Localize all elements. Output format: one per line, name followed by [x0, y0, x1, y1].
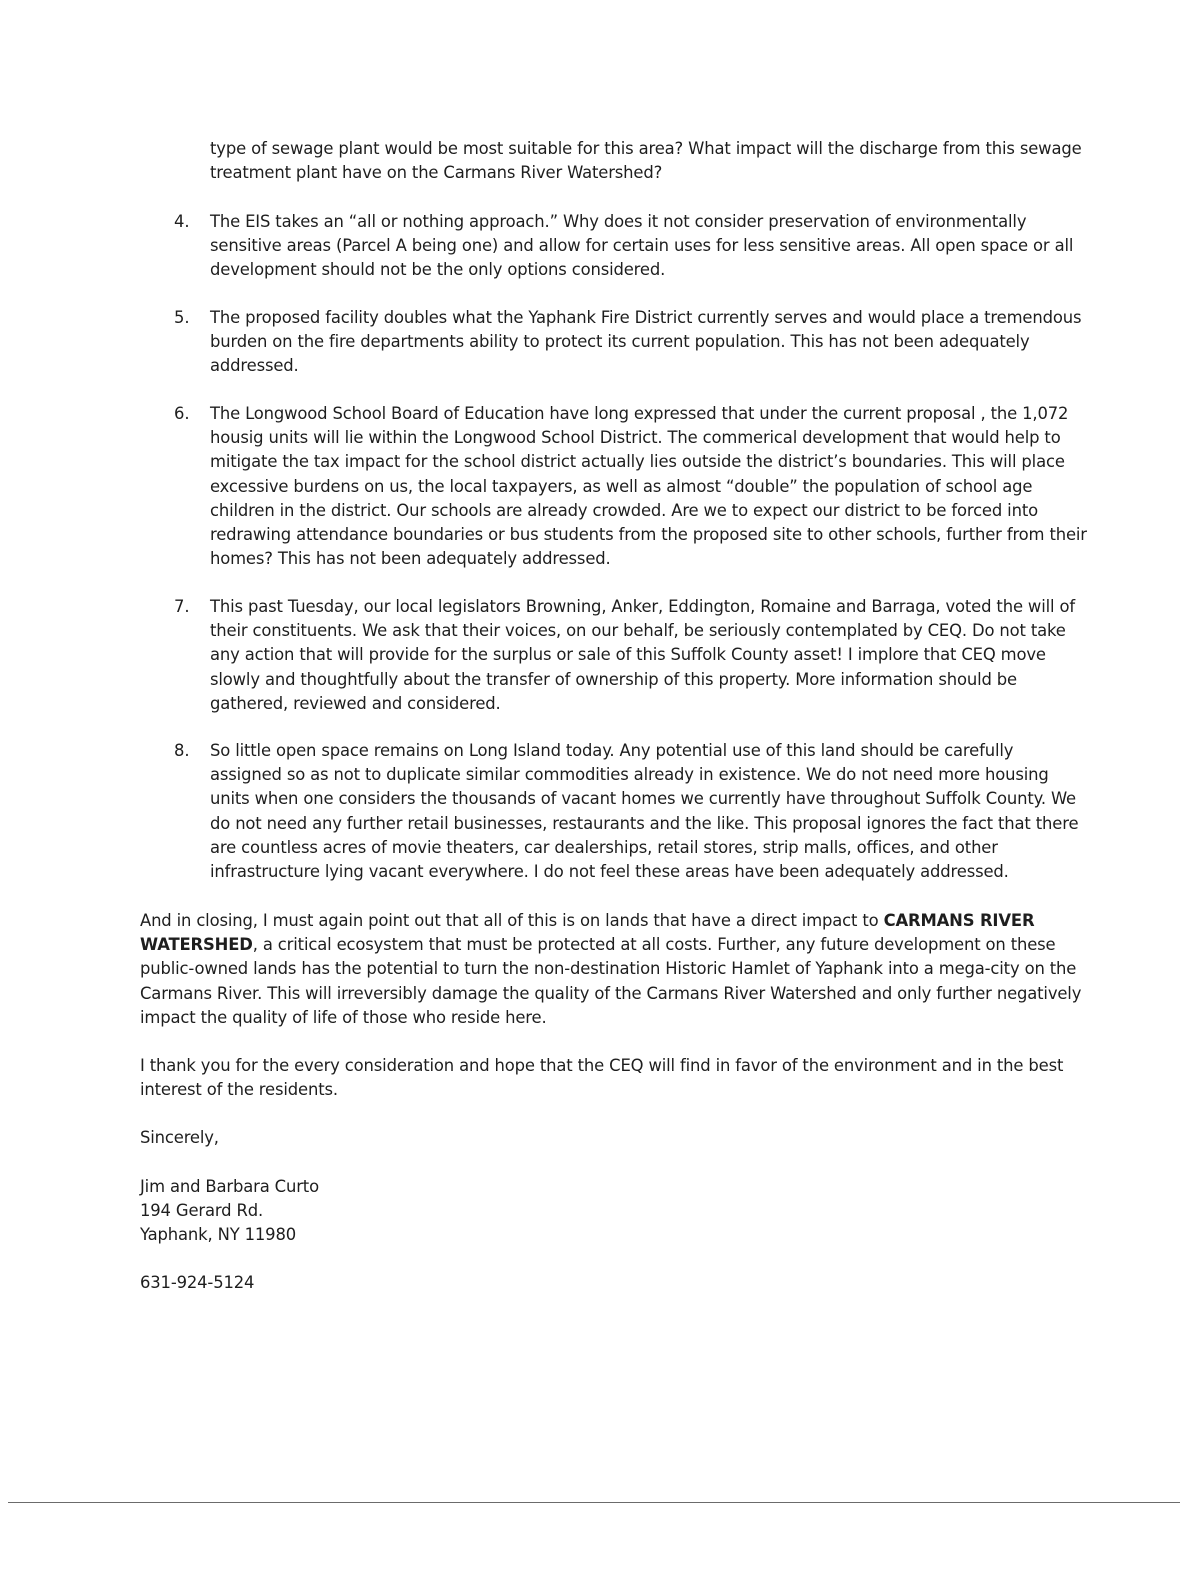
list-item-number: 5. [174, 308, 190, 327]
list-item-text: The proposed facility doubles what the Yaphank Fire District currently serves and would place a tremendous burden on the fire departments ability to protect its current population. This has not been adequately addressed. [210, 308, 1082, 376]
bottom-rule [8, 1502, 1180, 1503]
signoff: Sincerely, [140, 1128, 219, 1147]
signature-name: Jim and Barbara Curto [140, 1177, 319, 1196]
watershed-emphasis: CARMANS RIVER WATERSHED [140, 911, 1035, 955]
list-item-text: The Longwood School Board of Education have long expressed that under the current proposal , the 1,072 housig units will lie within the Longwood School District. The commerical development that would help to mitigate the tax impact for the school district actually lies outside the district’s boundaries. This will place excessive burdens on us, the local taxpayers, as well as almost “double” the population of school age children in the district. Our schools are already crowded. Are we to expect our district to be forced into redrawing attendance boundaries or bus students from the proposed site to other schools, further from their homes? This has not been adequately addressed. [210, 404, 1087, 569]
list-item-number: 4. [174, 212, 190, 231]
closing-text-start: And in closing, I must again point out that all of this is on lands that have a direct impact to [140, 911, 884, 930]
list-item-text: The EIS takes an “all or nothing approach.” Why does it not consider preservation of environmentally sensitive areas (Parcel A being one) and allow for certain uses for less sensitive areas. All open space or all development should not be the only options considered. [210, 212, 1074, 280]
signature-street: 194 Gerard Rd. [140, 1201, 264, 1220]
signature-city: Yaphank, NY 11980 [140, 1225, 297, 1244]
closing-text-end: , a critical ecosystem that must be protected at all costs. Further, any future development on these public-owned lands has the potential to turn the non-destination Historic Hamlet of Yaphank into a mega-city on the Carmans River. This will irreversibly damage the quality of the Carmans River Watershed and only further negatively impact the quality of life of those who reside here. [140, 935, 1082, 1027]
list-item-text: So little open space remains on Long Island today. Any potential use of this land should be carefully assigned so as not to duplicate similar commodities already in existence. We do not need more housing units when one considers the thousands of vacant homes we currently have throughout Suffolk County. We do not need any further retail businesses, restaurants and the like. This proposal ignores the fact that there are countless acres of movie theaters, car dealerships, retail stores, strip malls, offices, and other infrastructure lying vacant everywhere. I do not feel these areas have been adequately addressed. [210, 741, 1079, 882]
signature-phone: 631-924-5124 [140, 1273, 255, 1292]
list-item-number: 7. [174, 597, 190, 616]
closing-paragraph [140, 909, 1090, 1030]
list-item-number: 8. [174, 741, 190, 760]
continuation-paragraph: type of sewage plant would be most suitable for this area? What impact will the discharge from this sewage treatment plant have on the Carmans River Watershed? [210, 139, 1082, 183]
list-item-number: 6. [174, 404, 190, 423]
list-item-text: This past Tuesday, our local legislators Browning, Anker, Eddington, Romaine and Barraga, voted the will of their constituents. We ask that their voices, on our behalf, be seriously contemplated by CEQ. Do not take any action that will provide for the surplus or sale of this Suffolk County asset! I implore that CEQ move slowly and thoughtfully about the transfer of ownership of this property. More information should be gathered, reviewed and considered. [210, 597, 1075, 713]
thanks-paragraph: I thank you for the every consideration and hope that the CEQ will find in favor of the environment and in the best interest of the residents. [140, 1056, 1064, 1100]
